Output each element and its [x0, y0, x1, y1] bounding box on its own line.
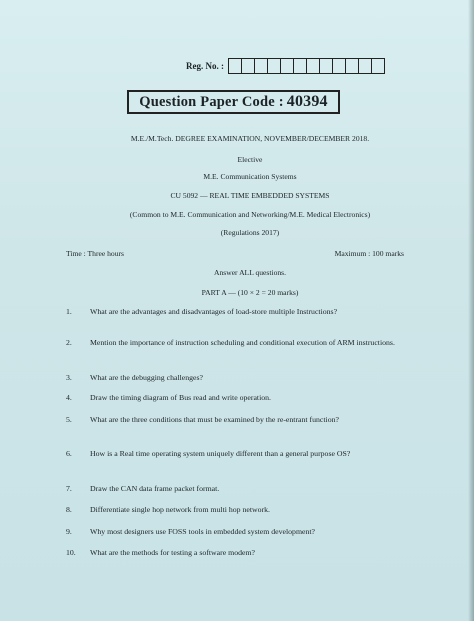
question-paper-code: 40394 [286, 93, 328, 110]
reg-no-box [346, 59, 359, 73]
question-paper-code-label: Question Paper Code : [139, 93, 284, 110]
common-to: (Common to M.E. Communication and Networking/M.E. Medical Electronics) [129, 210, 371, 219]
question-text: What are the debugging challenges? [90, 373, 204, 382]
question-text: Draw the timing diagram of Bus read and write operation. [90, 393, 272, 402]
question-item [66, 338, 406, 349]
reg-no [186, 57, 385, 75]
question-number: 3. [66, 373, 72, 382]
question-text: Differentiate single hop network from multi hop network. [90, 505, 271, 514]
question-text: Mention the importance of instruction scheduling and conditional execution of ARM instructions. [90, 338, 395, 347]
question-number: 10. [66, 548, 76, 557]
question-number: 2. [66, 338, 72, 347]
question-number: 7. [66, 484, 72, 493]
reg-no-box [242, 59, 255, 73]
reg-no-box [294, 59, 307, 73]
question-number: 4. [66, 393, 72, 402]
maximum-marks: Maximum : 100 marks [334, 249, 404, 258]
instruction: Answer ALL questions. [213, 268, 287, 277]
question-item [66, 373, 406, 384]
time-marks-row [66, 249, 404, 258]
reg-no-box [281, 59, 294, 73]
question-number: 6. [66, 449, 72, 458]
exam-title: M.E./M.Tech. DEGREE EXAMINATION, NOVEMBER/DECEMBER 2018. [130, 134, 370, 143]
elective-label: Elective [237, 155, 263, 164]
question-number: 1. [66, 307, 72, 316]
reg-no-box [372, 59, 384, 73]
question-number: 8. [66, 505, 72, 514]
reg-no-box [229, 59, 242, 73]
question-item [66, 548, 406, 559]
question-text: How is a Real time operating system uniquely different than a general purpose OS? [90, 449, 351, 458]
reg-no-boxes [228, 58, 385, 74]
regulations: (Regulations 2017) [220, 228, 280, 237]
reg-no-box [333, 59, 346, 73]
reg-no-box [359, 59, 372, 73]
question-text: What are the methods for testing a software modem? [90, 548, 255, 557]
question-text: Draw the CAN data frame packet format. [90, 484, 220, 493]
question-text: What are the three conditions that must be examined by the re-entrant function? [90, 415, 339, 424]
question-item [66, 527, 406, 538]
time-allowed: Time : Three hours [66, 249, 125, 258]
question-item [66, 449, 406, 460]
course-title: CU 5092 — REAL TIME EMBEDDED SYSTEMS [170, 191, 330, 200]
question-item [66, 393, 406, 404]
question-item [66, 415, 406, 426]
question-number: 5. [66, 415, 72, 424]
question-number: 9. [66, 527, 72, 536]
scan-edge-shadow [468, 0, 474, 621]
reg-no-box [255, 59, 268, 73]
branch: M.E. Communication Systems [203, 172, 297, 181]
question-paper-code-box [127, 90, 340, 114]
question-item [66, 484, 406, 495]
question-text: What are the advantages and disadvantages of load-store multiple Instructions? [90, 307, 338, 316]
part-heading: PART A — (10 × 2 = 20 marks) [201, 288, 299, 297]
reg-no-box [320, 59, 333, 73]
reg-no-label: Reg. No. : [186, 61, 224, 71]
question-item [66, 307, 406, 318]
question-text: Why most designers use FOSS tools in embedded system development? [90, 527, 316, 536]
reg-no-box [268, 59, 281, 73]
question-item [66, 505, 406, 516]
reg-no-box [307, 59, 320, 73]
